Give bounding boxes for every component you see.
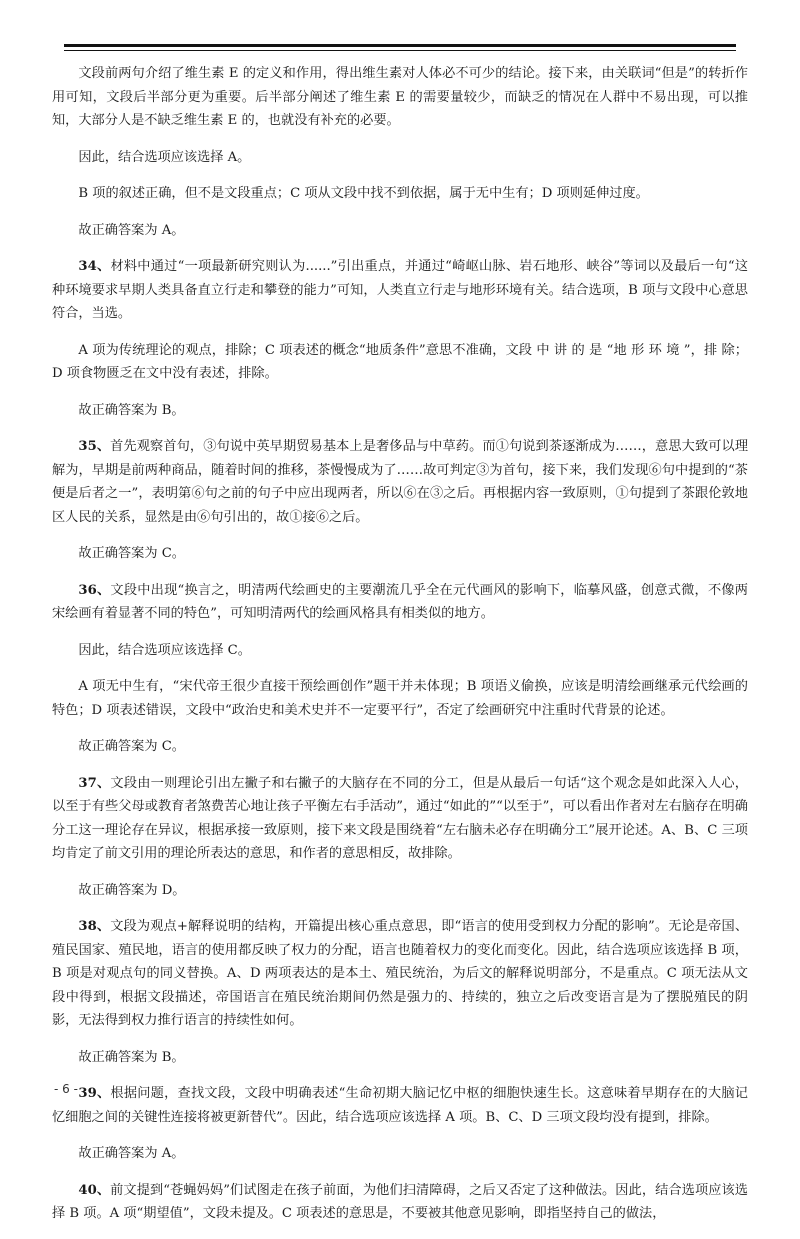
question-38: [52, 915, 748, 1033]
paragraph: [52, 675, 748, 722]
paragraph-text: 故正确答案为 B。: [78, 402, 185, 418]
paragraph-text: 故正确答案为 C。: [78, 739, 185, 754]
paragraph-text: 根据问题，查找文段，文段中明确表述“生命初期大脑记忆中枢的细胞快速生长。这意味着早期存在的大脑记忆细胞之间的关键性连接将被更新替代”。因此，结合选项应该选择 A 项。B、C、D 三项文段均没有提到，排除。: [52, 1086, 748, 1125]
paragraph-text: 故正确答案为 B。: [78, 1049, 185, 1065]
answer-line: [52, 1142, 748, 1166]
answer-line: [52, 735, 748, 759]
question-number: 34、: [78, 259, 111, 274]
question-34: [52, 255, 748, 326]
paragraph-text: 材料中通过“一项最新研究则认为......”引出重点，并通过“崎岖山脉、岩石地形、峡谷”等词以及最后一句“这种环境要求早期人类具备直立行走和攀登的能力”可知，人类直立行走与地形环境有关。结合选项，B 项与文段中心意思符合，当选。: [52, 259, 749, 321]
page-number: - 6 -: [54, 1082, 78, 1096]
paragraph-text: 故正确答案为 A。: [78, 222, 185, 238]
question-number: 40、: [78, 1182, 111, 1198]
header-rule-thick: [64, 44, 736, 47]
paragraph: [52, 639, 748, 663]
paragraph: [52, 182, 748, 206]
paragraph-text: 文段前两句介绍了维生素 E 的定义和作用，得出维生素对人体必不可少的结论。接下来，由关联词“但是”的转折作用可知，文段后半部分更为重要。后半部分阐述了维生素 E 的需要量较少，而缺乏的情况在人群中不易出现，可以推知，大部分人是不缺乏维生素 E 的，也就没有补充的必要。: [52, 66, 748, 128]
paragraph-text: 文段为观点+解释说明的结构，开篇提出核心重点意思，即“语言的使用受到权力分配的影响”。无论是帝国、殖民国家、殖民地，语言的使用都反映了权力的分配，语言也随着权力的变化而变化。因此，结合选项应该选择 B 项，B 项是对观点句的同义替换。A、D 两项表达的是本土、殖民统治，为后文的解释说明部分，不是重点。C 项无法从文段中得到，根据文段描述，帝国语言在殖民统治期间仍然是强力的、持续的，独立之后改变语言是为了摆脱殖民的阴影，无法得到权力推行语言的持续性如何。: [52, 919, 749, 1028]
answer-line: [52, 879, 748, 903]
question-36: [52, 579, 748, 626]
paragraph: [52, 146, 748, 170]
answer-line: [52, 1046, 748, 1070]
paragraph-text: 故正确答案为 C。: [78, 546, 185, 561]
document-body: [52, 62, 748, 1239]
question-number: 35、: [78, 439, 111, 454]
question-35: [52, 435, 748, 529]
question-40: [52, 1179, 748, 1226]
paragraph-text: A 项无中生有，“宋代帝王很少直接干预绘画创作”题干并未体现；B 项语义偷换，应该是明清绘画继承元代绘画的特色；D 项表述错误，文段中“政治史和美术史并不一定要平行”，否定了绘画研究中注重时代背景的论述。: [52, 679, 748, 718]
paragraph-text: 因此，结合选项应该选择 A。: [78, 149, 251, 165]
paragraph-text: 故正确答案为 A。: [78, 1146, 185, 1161]
header-rule-thin: [64, 50, 736, 51]
paragraph-text: 因此，结合选项应该选择 C。: [78, 642, 251, 658]
paragraph-text: 首先观察首句，③句说中英早期贸易基本上是奢侈品与中草药。而①句说到茶逐渐成为……，意思大致可以理解为，早期是前两种商品，随着时间的推移，茶慢慢成为了……故可判定③为首句，接下来，我们发现⑥句中提到的“茶便是后者之一”，表明第⑥句之前的句子中应出现两者，所以⑥在③之后。再根据内容一致原则，①句提到了茶跟伦敦地区人民的关系，显然是由⑥句引出的，故①接⑥之后。: [52, 439, 749, 525]
paragraph: [52, 339, 748, 386]
question-number: 38、: [78, 919, 111, 934]
paragraph-text: 文段中出现“换言之，明清两代绘画史的主要潮流几乎全在元代画风的影响下，临摹风盛，创意式微，不像两宋绘画有着显著不同的特色”，可知明清两代的绘画风格具有相类似的地方。: [52, 582, 748, 621]
paragraph-text: 前文提到“苍蝇妈妈”们试图走在孩子前面，为他们扫清障碍，之后又否定了这种做法。因此，结合选项应该选择 B 项。A 项“期望值”，文段未提及。C 项表述的意思是，不要被其他意见影响，即指坚持自己的做法，: [52, 1182, 748, 1221]
paragraph-text: B 项的叙述正确，但不是文段重点；C 项从文段中找不到依据，属于无中生有；D 项则延伸过度。: [78, 186, 649, 201]
paragraph-text: 文段由一则理论引出左撇子和右撇子的大脑存在不同的分工，但是从最后一句话“这个观念是如此深入人心，以至于有些父母或教育者煞费苦心地让孩子平衡左右手活动”，通过“如此的”“以至于”，可以看出作者对左右脑存在明确分工这一理论存在异议，根据承接一致原则，接下来文段是围绕着“左右脑未必存在明确分工”展开论述。A、B、C 三项均肯定了前文引用的理论所表达的意思，和作者的意思相反，故排除。: [52, 775, 748, 861]
answer-line: [52, 399, 748, 423]
paragraph: [52, 62, 748, 133]
paragraph-text: 故正确答案为 D。: [78, 882, 186, 898]
question-number: 36、: [78, 582, 111, 598]
answer-line: [52, 219, 748, 243]
question-39: [52, 1082, 748, 1129]
paragraph-text: A 项为传统理论的观点，排除；C 项表述的概念“地质条件”意思不准确，文段 中 讲 的 是 “地 形 环 境 ”，排 除；D 项食物匮乏在文中没有表述，排除。: [52, 342, 748, 381]
answer-line: [52, 542, 748, 566]
question-number: 39、: [78, 1086, 111, 1101]
question-number: 37、: [78, 775, 111, 791]
question-37: [52, 772, 748, 866]
